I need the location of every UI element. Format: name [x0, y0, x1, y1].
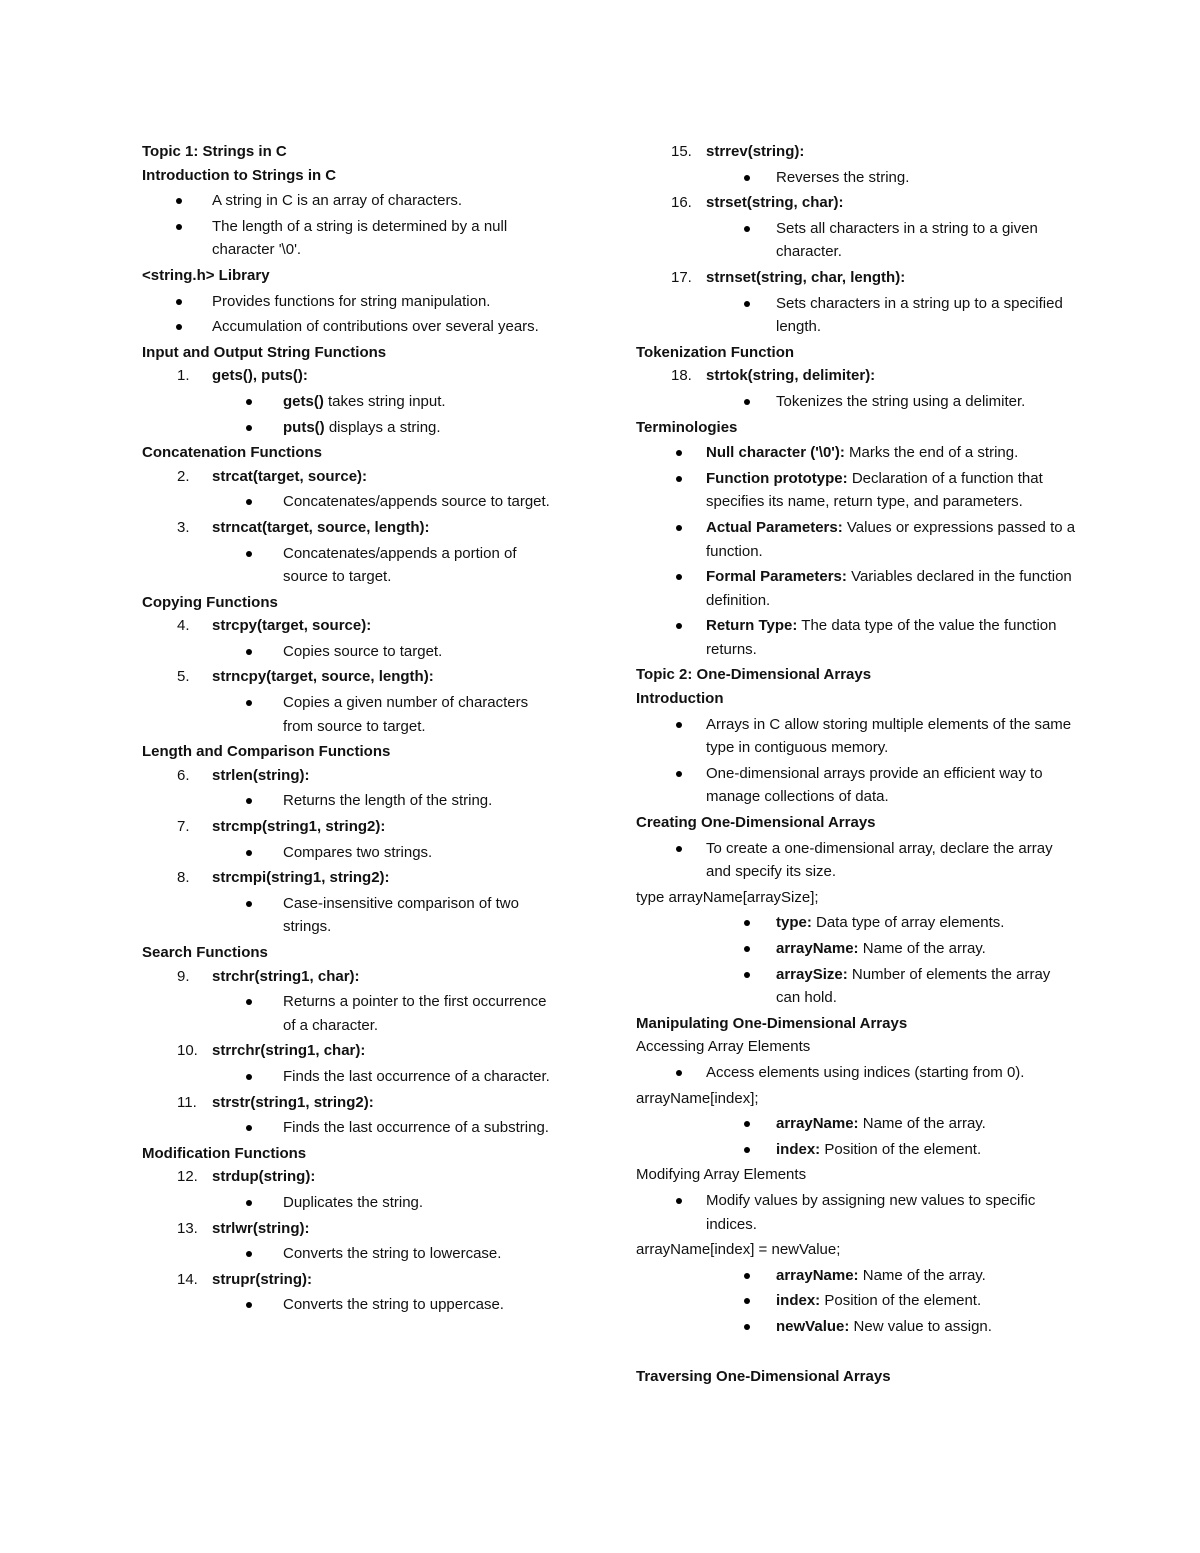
- sub-bullet-item: arraySize: Number of elements the array can hold.: [636, 963, 1076, 1010]
- numbered-item: 1. gets(), puts():: [177, 367, 308, 385]
- numbered-item: 18. strtok(string, delimiter):: [671, 367, 876, 385]
- bullet-icon: [744, 301, 750, 307]
- bullet-item: Access elements using indices (starting from 0).: [636, 1061, 1076, 1085]
- numbered-item: 13. strlwr(string):: [177, 1219, 310, 1237]
- bullet-item: One-dimensional arrays provide an efficient way to manage collections of data.: [636, 762, 1076, 809]
- sub-bullet-item: arrayName: Name of the array.: [636, 1264, 1076, 1288]
- bullet-item: Accumulation of contributions over several years.: [142, 315, 562, 339]
- left-column: [142, 140, 562, 1319]
- numbered-item: 9. strchr(string1, char):: [177, 967, 360, 985]
- section-heading: <string.h> Library: [142, 266, 270, 284]
- sub-bullet-item: Case-insensitive comparison of two strings.: [142, 892, 562, 939]
- bullet-icon: [676, 525, 682, 531]
- numbered-item: 17. strnset(string, char, length):: [671, 268, 906, 286]
- bullet-icon: [676, 1070, 682, 1076]
- sub-bullet-item: Sets characters in a string up to a specified length.: [636, 292, 1076, 339]
- numbered-item: 16. strset(string, char):: [671, 194, 844, 212]
- section-heading: Tokenization Function: [636, 343, 795, 361]
- bullet-icon: [744, 946, 750, 952]
- section-heading: Length and Comparison Functions: [142, 743, 391, 761]
- bullet-icon: [676, 846, 682, 852]
- term-item: Actual Parameters: Values or expressions passed to a function.: [636, 516, 1076, 563]
- bullet-icon: [246, 999, 252, 1005]
- bullet-icon: [676, 623, 682, 629]
- sub-bullet-item: arrayName: Name of the array.: [636, 937, 1076, 961]
- numbered-item: 15. strrev(string):: [671, 143, 805, 160]
- bullet-item: Arrays in C allow storing multiple elements of the same type in contiguous memory.: [636, 713, 1076, 760]
- sub-bullet-item: type: Data type of array elements.: [636, 911, 1076, 935]
- numbered-item: 2. strcat(target, source):: [177, 467, 368, 485]
- bullet-icon: [176, 198, 182, 204]
- sub-bullet-item: Concatenates/appends a portion of source to target.: [142, 542, 562, 589]
- bullet-icon: [246, 1200, 252, 1206]
- bullet-icon: [246, 1251, 252, 1257]
- term-item: Null character ('\0'): Marks the end of a string.: [636, 441, 1076, 465]
- spacer: [636, 1341, 1076, 1365]
- bullet-icon: [176, 224, 182, 230]
- bullet-icon: [246, 700, 252, 706]
- bullet-icon: [676, 450, 682, 456]
- bullet-icon: [744, 972, 750, 978]
- term-item: Return Type: The data type of the value the function returns.: [636, 614, 1076, 661]
- bullet-icon: [176, 324, 182, 330]
- bullet-icon: [676, 771, 682, 777]
- bullet-icon: [744, 399, 750, 405]
- sub-bullet-item: Concatenates/appends source to target.: [142, 490, 562, 514]
- sub-bullet-item: puts() displays a string.: [142, 416, 562, 440]
- topic-title: Topic 2: One-Dimensional Arrays: [636, 666, 872, 684]
- bullet-item: To create a one-dimensional array, declare the array and specify its size.: [636, 837, 1076, 884]
- bullet-icon: [246, 649, 252, 655]
- sub-bullet-item: Compares two strings.: [142, 841, 562, 865]
- bullet-item: Modify values by assigning new values to specific indices.: [636, 1189, 1076, 1236]
- sub-bullet-item: Converts the string to uppercase.: [142, 1293, 562, 1317]
- bullet-icon: [744, 226, 750, 232]
- sub-bullet-item: Converts the string to lowercase.: [142, 1242, 562, 1266]
- section-heading: Traversing One-Dimensional Arrays: [636, 1367, 891, 1385]
- numbered-item: 12. strdup(string):: [177, 1168, 316, 1186]
- bullet-icon: [246, 901, 252, 907]
- sub-bullet-item: Sets all characters in a string to a given character.: [636, 217, 1076, 264]
- sub-bullet-item: Finds the last occurrence of a character.: [142, 1065, 562, 1089]
- bullet-icon: [246, 399, 252, 405]
- section-heading: Manipulating One-Dimensional Arrays: [636, 1014, 908, 1032]
- bullet-icon: [744, 1273, 750, 1279]
- sub-bullet-item: gets() takes string input.: [142, 390, 562, 414]
- numbered-item: 7. strcmp(string1, string2):: [177, 818, 386, 836]
- bullet-icon: [744, 1121, 750, 1127]
- numbered-item: 4. strcpy(target, source):: [177, 617, 372, 635]
- section-heading: Introduction to Strings in C: [142, 166, 337, 184]
- sub-bullet-item: Copies source to target.: [142, 640, 562, 664]
- bullet-item: The length of a string is determined by a null character '\0'.: [142, 215, 562, 262]
- sub-bullet-item: Returns the length of the string.: [142, 789, 562, 813]
- bullet-icon: [246, 1074, 252, 1080]
- subsection-heading: Accessing Array Elements: [636, 1038, 811, 1056]
- bullet-icon: [246, 1302, 252, 1308]
- bullet-icon: [246, 850, 252, 856]
- bullet-icon: [246, 1125, 252, 1131]
- section-heading: Input and Output String Functions: [142, 343, 387, 361]
- bullet-icon: [176, 299, 182, 305]
- sub-bullet-item: Tokenizes the string using a delimiter.: [636, 390, 1076, 414]
- bullet-icon: [676, 722, 682, 728]
- sub-bullet-item: arrayName: Name of the array.: [636, 1112, 1076, 1136]
- numbered-item: 10. strrchr(string1, char):: [177, 1042, 366, 1060]
- bullet-icon: [246, 551, 252, 557]
- bullet-icon: [246, 798, 252, 804]
- sub-bullet-item: Copies a given number of characters from source to target.: [142, 691, 562, 738]
- numbered-item: 3. strncat(target, source, length):: [177, 518, 430, 536]
- sub-bullet-item: newValue: New value to assign.: [636, 1315, 1076, 1339]
- numbered-item: 8. strcmpi(string1, string2):: [177, 869, 390, 887]
- bullet-icon: [744, 1298, 750, 1304]
- bullet-icon: [246, 499, 252, 505]
- term-item: Function prototype: Declaration of a function that specifies its name, return type, and parameters.: [636, 467, 1076, 514]
- code-line: type arrayName[arraySize];: [636, 888, 819, 906]
- section-heading: Search Functions: [142, 944, 268, 961]
- numbered-item: 14. strupr(string):: [177, 1270, 312, 1288]
- sub-bullet-item: index: Position of the element.: [636, 1138, 1076, 1162]
- bullet-icon: [744, 175, 750, 181]
- sub-bullet-item: Duplicates the string.: [142, 1191, 562, 1215]
- section-heading: Concatenation Functions: [142, 444, 322, 462]
- code-line: arrayName[index] = newValue;: [636, 1241, 841, 1259]
- bullet-icon: [676, 1198, 682, 1204]
- sub-bullet-item: Reverses the string.: [636, 166, 1076, 190]
- numbered-item: 6. strlen(string):: [177, 766, 310, 784]
- bullet-item: A string in C is an array of characters.: [142, 189, 562, 213]
- numbered-item: 5. strncpy(target, source, length):: [177, 668, 434, 686]
- bullet-icon: [744, 1324, 750, 1330]
- right-column: [636, 140, 1076, 1388]
- numbered-item: 11. strstr(string1, string2):: [177, 1093, 374, 1111]
- bullet-icon: [676, 574, 682, 580]
- topic-title: Topic 1: Strings in C: [142, 143, 287, 160]
- bullet-icon: [744, 1147, 750, 1153]
- section-heading: Terminologies: [636, 418, 738, 436]
- sub-bullet-item: index: Position of the element.: [636, 1289, 1076, 1313]
- section-heading: Introduction: [636, 690, 724, 708]
- code-line: arrayName[index];: [636, 1089, 759, 1107]
- bullet-icon: [676, 476, 682, 482]
- subsection-heading: Modifying Array Elements: [636, 1166, 807, 1184]
- section-heading: Creating One-Dimensional Arrays: [636, 814, 876, 832]
- section-heading: Copying Functions: [142, 593, 278, 611]
- section-heading: Modification Functions: [142, 1144, 307, 1162]
- sub-bullet-item: Finds the last occurrence of a substring.: [142, 1116, 562, 1140]
- bullet-icon: [246, 425, 252, 431]
- term-item: Formal Parameters: Variables declared in the function definition.: [636, 565, 1076, 612]
- sub-bullet-item: Returns a pointer to the first occurrence of a character.: [142, 990, 562, 1037]
- bullet-item: Provides functions for string manipulation.: [142, 290, 562, 314]
- bullet-icon: [744, 920, 750, 926]
